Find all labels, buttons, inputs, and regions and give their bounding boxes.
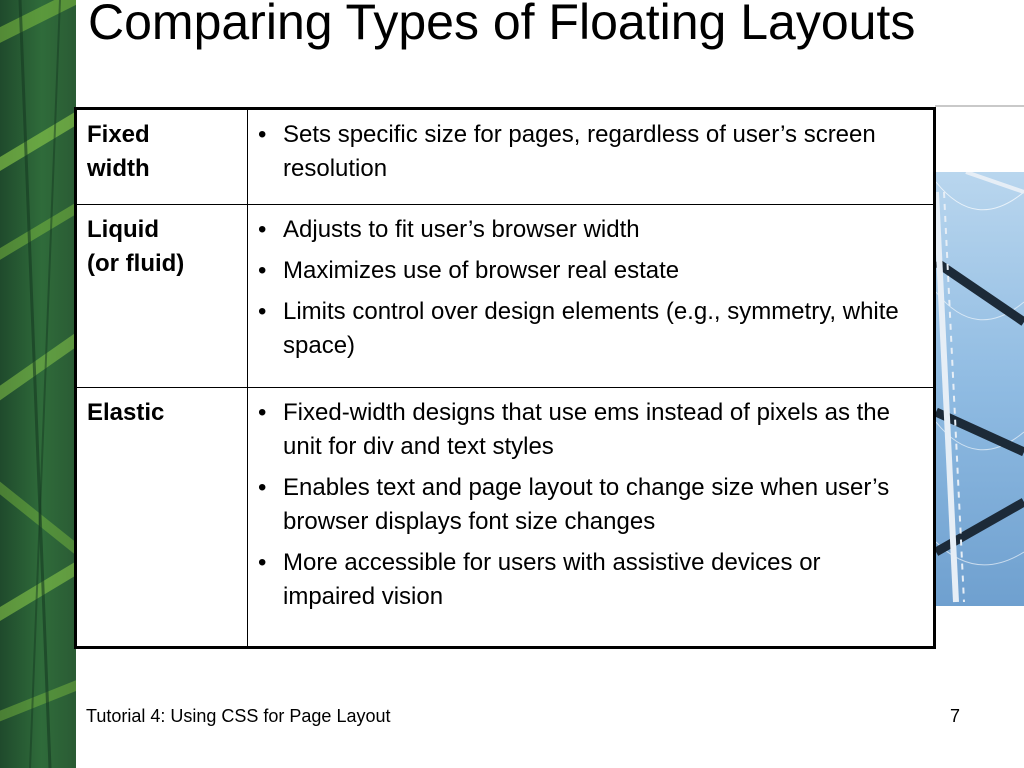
decorative-structure-photo — [936, 172, 1024, 606]
term-line: Liquid — [87, 216, 159, 243]
table-row-elastic — [76, 388, 935, 648]
slide-title: Comparing Types of Floating Layouts — [88, 0, 916, 50]
table-row-fixed-width — [76, 109, 935, 205]
term-cell — [76, 109, 248, 205]
header-divider-line — [935, 105, 1024, 107]
page-number: 7 — [950, 706, 961, 726]
bullet-item: • Maximizes use of browser real estate — [256, 254, 919, 288]
description-cell — [248, 388, 935, 648]
term-line: Elastic — [87, 399, 165, 426]
table-row-liquid — [76, 205, 935, 388]
bullet-list — [256, 118, 919, 186]
term-line: Fixed — [87, 121, 150, 148]
bullet-item: • More accessible for users with assistive devices or impaired vision — [256, 546, 919, 614]
term-cell — [76, 205, 248, 388]
bullet-item: • Sets specific size for pages, regardless of user’s screen resolution — [256, 118, 919, 186]
steel-structure-graphic — [936, 172, 1024, 606]
slide-footer: Tutorial 4: Using CSS for Page Layout — [86, 706, 391, 726]
bullet-item: • Limits control over design elements (e.g., symmetry, white space) — [256, 295, 919, 363]
leaf-pattern-graphic — [0, 0, 76, 768]
decorative-leaf-strip — [0, 0, 76, 768]
bullet-item: • Enables text and page layout to change size when user’s browser displays font size changes — [256, 471, 919, 539]
layout-comparison-table — [74, 107, 936, 649]
term-line: width — [87, 155, 150, 182]
term-cell — [76, 388, 248, 648]
description-cell — [248, 109, 935, 205]
bullet-list — [256, 396, 919, 614]
bullet-item: • Adjusts to fit user’s browser width — [256, 213, 919, 247]
bullet-list — [256, 213, 919, 363]
term-line: (or fluid) — [87, 250, 185, 277]
description-cell — [248, 205, 935, 388]
bullet-item: • Fixed-width designs that use ems instead of pixels as the unit for div and text styles — [256, 396, 919, 464]
